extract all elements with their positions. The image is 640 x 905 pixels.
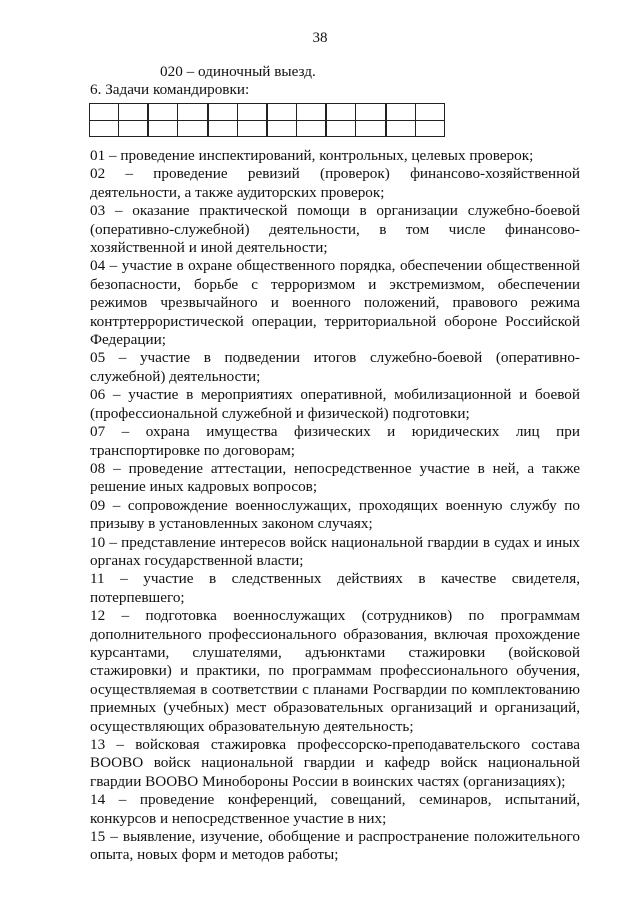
grid-cell [148,104,178,121]
grid-cell [90,120,119,137]
task-item-03: 03 – оказание практической помощи в организации служебно-боевой (оперативно-служебной) деятельности, в том числе финансово-хозяйственной и иной деятельности; [90,202,580,257]
grid-cell [297,104,327,121]
single-trip-line: 020 – одиночный выезд. [160,63,316,80]
grid-cell [386,104,416,121]
task-item-12: 12 – подготовка военнослужащих (сотрудников) по программам дополнительного профессионального образования, включая прохождение курсантами, слушателями, адъюнктами стажировки (войсковой стажировки) и практики, по программам профессионального обучения, осуществляемая в соответствии с планами Росгвардии по комплектованию приемных (учебных) мест образовательных организаций и организаций, осуществляющих образовательную деятельность; [90,607,580,735]
grid-cell [326,120,356,137]
task-item-10: 10 – представление интересов войск национальной гвардии в судах и иных органах государственной власти; [90,533,580,569]
grid-cell [386,120,416,137]
grid-cell [208,104,238,121]
grid-cell [90,104,119,121]
grid-cell [208,120,238,137]
task-item-04: 04 – участие в охране общественного порядка, обеспечении общественной безопасности, борьбе с терроризмом и экстремизмом, обеспечении режимов чрезвычайного и военного положений, правового режима контртеррористической операции, территориальной обороне Российской Федерации; [90,257,580,349]
task-item-15: 15 – выявление, изучение, обобщение и распространение положительного опыта, новых форм и методов работы; [90,828,580,864]
task-item-02: 02 – проведение ревизий (проверок) финансово-хозяйственной деятельности, а также аудиторских проверок; [90,165,580,201]
grid-cell [178,120,208,137]
task-item-05: 05 – участие в подведении итогов служебно-боевой (оперативно-служебной) деятельности; [90,349,580,385]
task-item-11: 11 – участие в следственных действиях в качестве свидетеля, потерпевшего; [90,570,580,606]
grid-cell [148,120,178,137]
section-heading: 6. Задачи командировки: [90,81,250,98]
grid-row [90,120,445,137]
task-item-07: 07 – охрана имущества физических и юридических лиц при транспортировке по договорам; [90,423,580,459]
grid-cell [415,120,444,137]
task-item-08: 08 – проведение аттестации, непосредственное участие в ней, а также решение иных кадровых вопросов; [90,459,580,496]
grid-cell [356,120,386,137]
grid-cell [119,120,149,137]
grid-row [90,104,445,121]
grid-cell [356,104,386,121]
task-code-grid [89,103,445,137]
grid-cell [326,104,356,121]
grid-cell [415,104,444,121]
grid-cell [237,120,267,137]
grid-cell [267,120,297,137]
grid-cell [297,120,327,137]
task-item-14: 14 – проведение конференций, совещаний, семинаров, испытаний, конкурсов и непосредственное участие в них; [90,791,580,827]
grid-cell [119,104,149,121]
grid-cell [237,104,267,121]
page-number: 38 [312,30,328,46]
task-list [90,147,580,865]
task-item-09: 09 – сопровождение военнослужащих, проходящих военную службу по призыву в установленных законом случаях; [90,496,580,533]
grid-cell [267,104,297,121]
grid-cell [178,104,208,121]
task-item-13: 13 – войсковая стажировка профессорско-преподавательского состава ВООВО войск национальной гвардии и кафедр войск национальной гвардии ВООВО Минобороны России в воинских частях (организациях); [90,736,580,790]
task-item-06: 06 – участие в мероприятиях оперативной, мобилизационной и боевой (профессиональной служебной и физической) подготовки; [90,386,580,422]
task-item-01: 01 – проведение инспектирований, контрольных, целевых проверок; [90,147,534,164]
